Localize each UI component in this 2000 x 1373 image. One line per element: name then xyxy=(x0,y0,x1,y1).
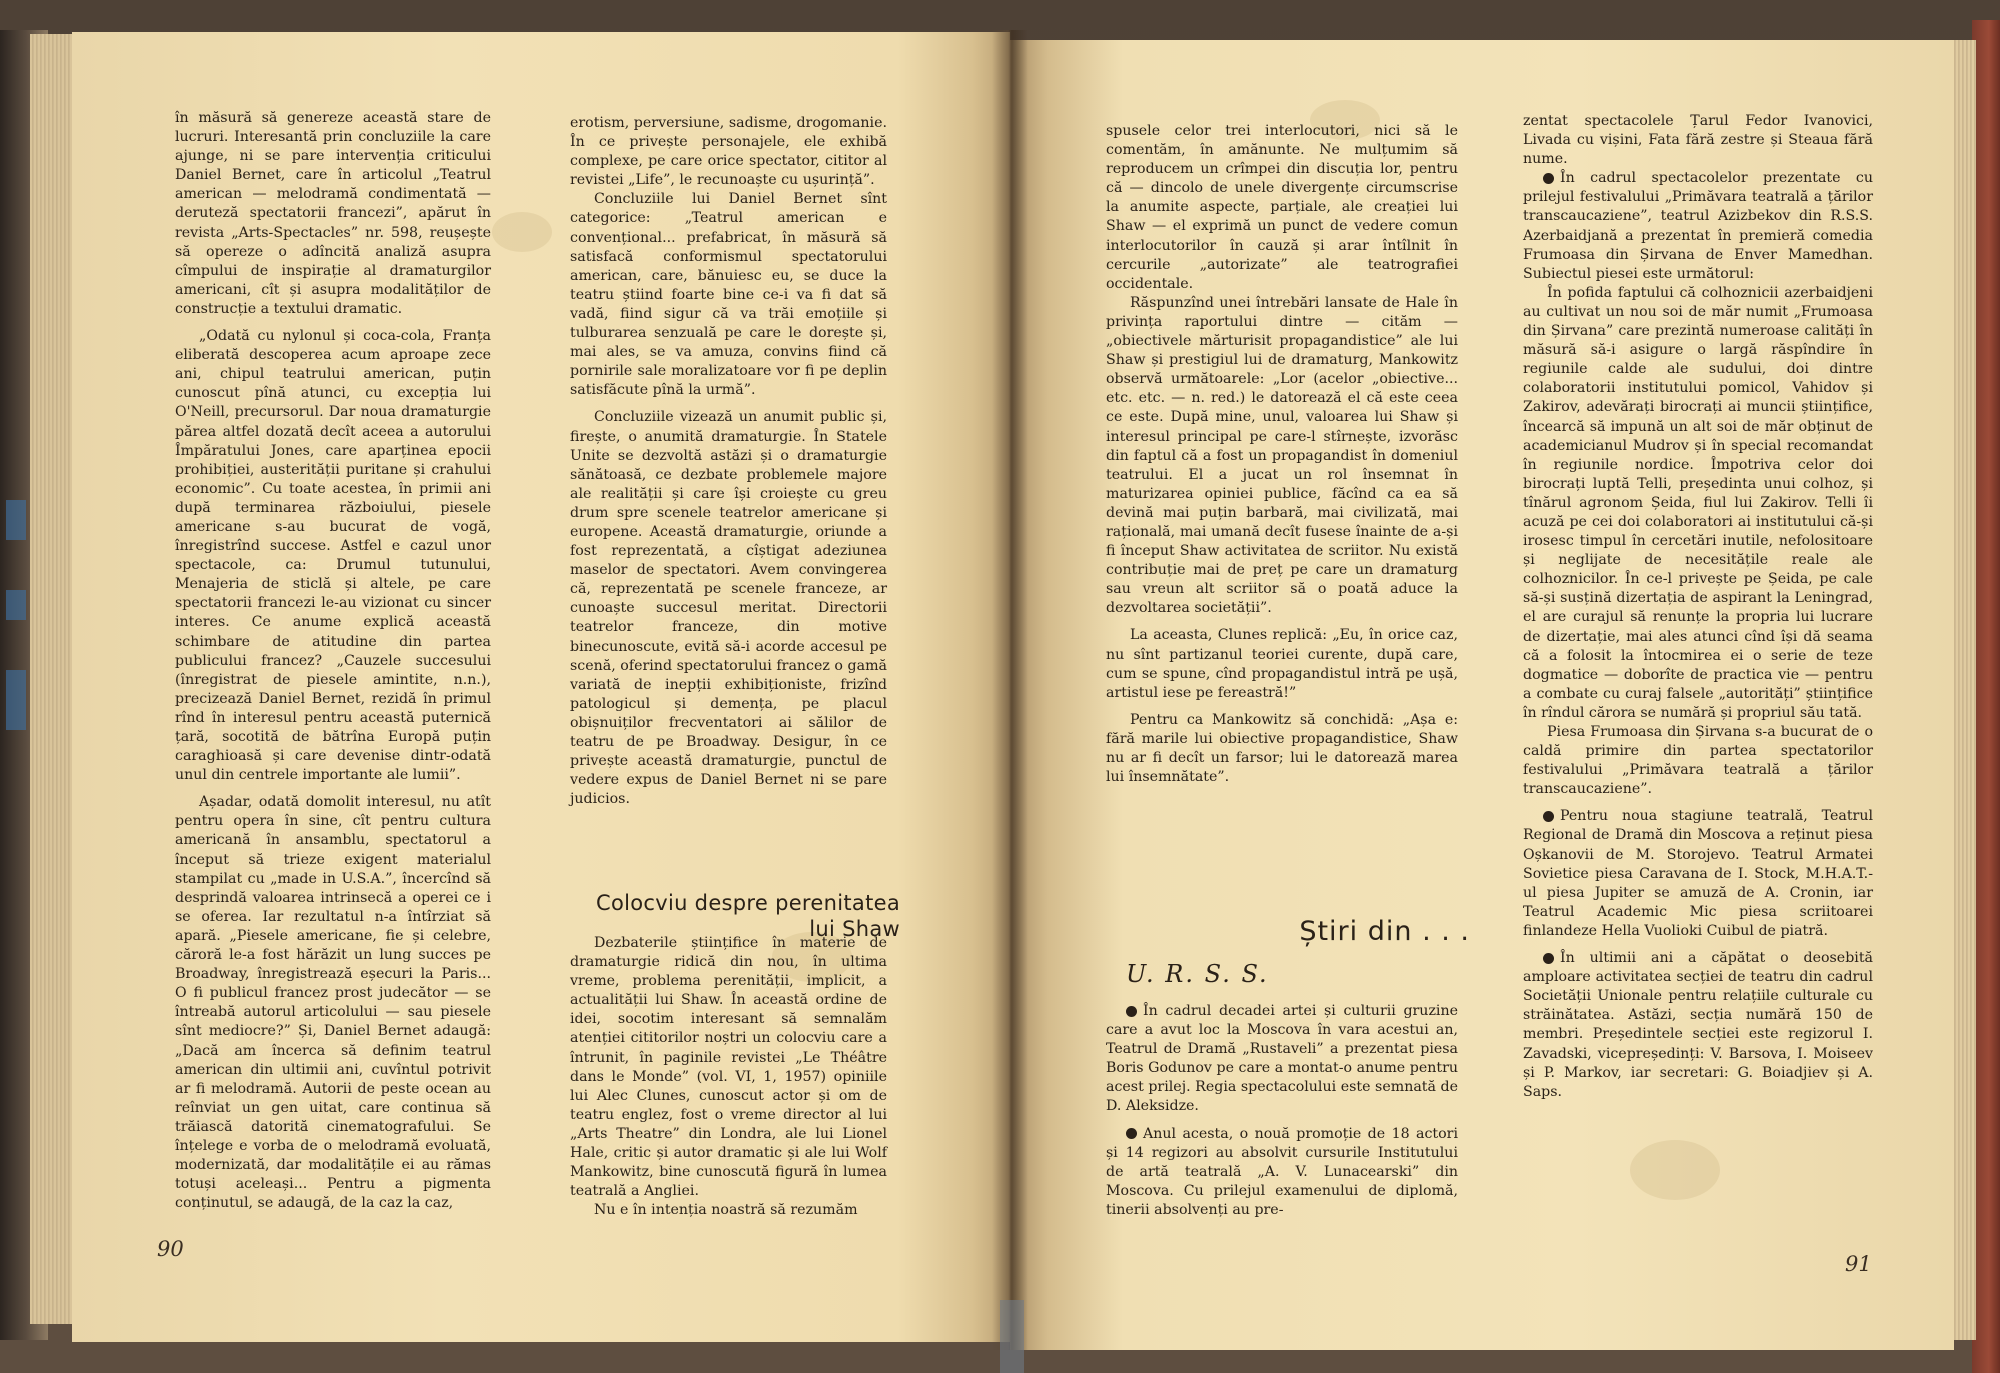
bullet-dot-icon xyxy=(1126,1006,1137,1017)
right-cover-edge xyxy=(1972,20,2000,1373)
paper-stain xyxy=(1630,1140,1720,1200)
right-column-2 xyxy=(1523,112,1873,1102)
news-item xyxy=(1523,949,1873,1102)
heading-line: lui Shaw xyxy=(809,917,900,941)
paragraph: În pofida faptului că colhoznicii azerbaidjeni au cultivat un nou soi de măr numit „Frumoasa din Șirvana” care prezintă numeroase calități în măsură să-i asigure o largă răspîndire în regiunile calde ale sudului, doi dintre colaboratorii institutului pomicol, Vahidov și Zakirov, adevărați birocrați ai muncii științifice, încearcă să impună un alt soi de măr obținut de academicianul Mudrov și în special recomandat în regiunile nordice. Împotriva celor doi birocrați luptă Telli, președinta unui colhoz, și tînărul agronom Șeida, fiul lui Zakirov. Telli îi acuză pe cei doi colaboratori ai institutului că-și irosesc timpul în cercetări inutile, nefolositoare și neglijate de necesitățile reale ale colhoznicilor. În ce-l privește pe Șeida, pe cale să-și susțină dizertația de aspirant la Leningrad, el are curajul să renunțe la propria lui lucrare de dizertație, mai ales atunci cînd își dă seama că a folosit la întocmirea ei o serie de teze dogmatice — doborîte de practica vie — pentru a combate cu curaj falsele „autorități” științifice în rîndul cărora se numără și propriul său tată. xyxy=(1523,284,1873,721)
bullet-dot-icon xyxy=(1126,1128,1137,1139)
paragraph: în măsură să genereze această stare de lucruri. Interesantă prin concluziile la care ajunge, ni se pare intervenția criticului Daniel Bernet, care în articolul „Teatrul american — melodramă condimentată — deruteză spectatorii francezi”, apărut în revista „Arts-Spectacles” nr. 598, reușește să opereze o adîncită analiză asupra cîmpului de inspirație al dramaturgilor americani, cît și asupra modalităților de construcție a textului dramatic. xyxy=(175,110,491,317)
news-item xyxy=(1106,1125,1458,1220)
left-column-1 xyxy=(175,109,491,1213)
page-number-right: 91 xyxy=(1845,1252,1872,1276)
right-column-1 xyxy=(1106,122,1458,787)
section-heading-stiri: Știri din . . . xyxy=(1299,916,1470,947)
paragraph: Piesa Frumoasa din Șirvana s-a bucurat de o caldă primire din partea spectatorilor festivalului „Primăvara teatrală a țărilor transcaucaziene”. xyxy=(1523,724,1873,798)
binding-cloth xyxy=(1000,1300,1024,1373)
news-text: Anul acesta, o nouă promoție de 18 actori și 14 regizori au absolvit cursurile Institutului de artă teatrală „A. V. Lunacearski” din Moscova. Cu prilejul examenului de diplomă, tinerii absolvenți au pre- xyxy=(1106,1125,1458,1218)
left-page xyxy=(72,32,1010,1342)
paragraph: Nu e în intenția noastră să rezumăm xyxy=(594,1202,858,1219)
paragraph: spusele celor trei interlocutori, nici să le comentăm, în amănunte. Ne mulțumim să reproducem un crîmpei din discuția lor, pentru că — dincolo de unele divergențe circumscrise la anumite aspecte, parțiale, ale creației lui Shaw — el exprimă un punct de vedere comun interlocutorilor în cauză și arar întîlnit în cercurile „autorizate” ale teatrografiei occidentale. xyxy=(1106,123,1458,292)
paragraph: zentat spectacolele Țarul Fedor Ivanovici, Livada cu vișini, Fata fără zestre și Steaua fără nume. xyxy=(1523,113,1873,168)
news-text: În ultimii ani a căpătat o deosebită amploare activitatea secției de teatru din cadrul Societății Unionale pentru relațiile culturale cu străinătatea. Astăzi, secția numără 150 de membri. Președintele secției este regizorul I. Zavadski, vicepreședinți: V. Barsova, I. Moiseev și P. Markov, iar secretari: G. Boiadjiev și A. Saps. xyxy=(1523,950,1873,1100)
paragraph: Concluziile lui Daniel Bernet sînt categorice: „Teatrul american e convențional... prefabricat, în măsură să satisfacă conformismul spectatorului american, care, bănuiesc eu, se duce la teatru știind foarte bine ce-i va fi dat să vadă, fiind sigur că va trăi emoțiile și tulburarea senzuală pe care le dorește și, mai ales, se va amuza, convins fiind că pornirile sale moralizatoare vor fi pe deplin satisfăcute pînă la urmă”. xyxy=(570,191,887,399)
paragraph: La aceasta, Clunes replică: „Eu, în orice caz, nu sînt partizanul teoriei curente, după care, cum se spune, cînd propagandistul intră pe ușă, artistul iese pe fereastră!” xyxy=(1106,627,1458,701)
news-text: În cadrul decadei artei și culturii gruzine care a avut loc la Moscova în vara acestui an, Teatrul de Dramă „Rustaveli” a prezentat piesa Boris Godunov pe care a montat-o anume pentru acest prilej. Regia spectacolului este semnată de D. Aleksidze. xyxy=(1106,1003,1458,1115)
paragraph: Dezbaterile științifice în materie de dramaturgie ridică din nou, în ultima vreme, problema perenității, implicit, a actualității lui Shaw. În această ordine de idei, socotim interesant să semnalăm atenției cititorilor noștri un colocviu care a întrunit, în paginile revistei „Le Théâtre dans le Monde” (vol. VI, 1, 1957) opiniile lui Alec Clunes, cunoscut actor și om de teatru englez, fost o vreme director al lui „Arts Theatre” din Londra, ale lui Lionel Hale, critic și autor dramatic și ale lui Wolf Mankowitz, bine cunoscută figură în lumea teatrală a Angliei. xyxy=(570,935,887,1200)
bullet-dot-icon xyxy=(1543,173,1554,184)
heading-line: Colocviu despre perenitatea xyxy=(596,891,900,915)
news-text: În cadrul spectacolelor prezentate cu prilejul festivalului „Primăvara teatrală a țărilor transcaucaziene”, teatrul Azizbekov din R.S.S. Azerbaidjană a prezentat în premieră comedia Frumoasa din Șirvana de Enver Mamedhan. Subiectul piesei este următorul: xyxy=(1523,170,1873,282)
paragraph: „Odată cu nylonul și coca-cola, Franța eliberată descoperea acum aproape zece ani, chipul teatrului american, puțin cunoscut pînă atunci, cu excepția lui O'Neill, precursorul. Dar noua dramaturgie părea altfel dozată decît aceea a autorului Împăratului Jones, care aparținea epocii prohibiției, austerității puritane și crahului economic”. Cu toate acestea, în primii ani după terminarea războiului, piesele americane s-au bucurat de vogă, înregistrînd succese. Astfel e cazul unor spectacole, ca: Drumul tutunului, Menajeria de sticlă și altele, pe care spectatorii francezi le-au vizionat cu sincer interes. Ce anume explică această schimbare de atitudine din partea publicului francez? „Cauzele succesului (înregistrat de piesele amintite, n.n.), precizează Daniel Bernet, rezidă în primul rînd în interesul pentru această puternică țară, socotită de bătrîna Europă puțin caraghioasă și care devenise dintr-odată unul din centrele importante ale lumii”. xyxy=(175,328,491,784)
bullet-dot-icon xyxy=(1543,811,1554,822)
spine-label-strip xyxy=(6,670,26,730)
paragraph: Răspunzînd unei întrebări lansate de Hale în privința raportului dintre — cităm — „obiectivele mărturisit propagandistice” ale lui Shaw și prestigiul lui de dramaturg, Mankowitz observă următoarele: „Lor (acelor „obiective... etc. etc. — n. red.) le datorează el că este ceea ce este. După mine, unul, valoarea lui Shaw și interesul principal pe care-l stîrnește, izvorăsc din faptul că a fost un propagandist în domeniul teatrului. El a jucat un rol însemnat în maturizarea opiniei publice, făcînd ca ea să devină mai puțin barbară, mai civilizată, mai rațională, mai umană decît fusese înainte de a-și fi început Shaw activitatea de scriitor. Nu există contribuție mai de preț pe care un dramaturg sau vreun alt scriitor să o poată aduce la dezvoltarea societății”. xyxy=(1106,294,1458,617)
news-item xyxy=(1523,807,1873,941)
paragraph: erotism, perversiune, sadisme, drogomanie. În ce privește personajele, ele exhibă complexe, pe care orice spectator, cititor al revistei „Life”, le recunoaște cu ușurință”. xyxy=(570,115,887,189)
left-column-2-continued xyxy=(570,934,887,1220)
paper-stain xyxy=(492,212,552,252)
bullet-dot-icon xyxy=(1543,953,1554,964)
news-item xyxy=(1106,1002,1458,1117)
book-gutter-shadow xyxy=(992,30,1028,1350)
paragraph: Așadar, odată domolit interesul, nu atît pentru opera în sine, cît pentru cultura americană în ansamblu, spectatorul a început să trieze exigent materialul stampilat cu „made in U.S.A.”, încercînd să desprindă valoarea intrinsecă a operei ce i se oferea. Iar rezultatul n-a întîrziat să apară. „Piesele americane, fie și celebre, căroră le-a fost hărăzit un lung succes pe Broadway, înregistrează eșecuri la Paris... O fi publicul francez prost judecător — se întreabă autorul articolului — sau piesele sînt mediocre?” Și, Daniel Bernet adaugă: „Dacă am încerca să definim teatrul american din ultimii ani, cuvîntul potrivit ar fi melodramă. Autorii de peste ocean au reînviat un gen uitat, care continua să trăiască datorită cinematografului. Se înțelege e vorba de o melodramă evoluată, modernizată, dar modalitățile ei au rămas totuși aceleași... Pentru a pigmenta conținutul, se adaugă, de la caz la caz, xyxy=(175,794,491,1212)
subsection-heading-urss: U. R. S. S. xyxy=(1126,960,1269,988)
right-column-1-continued xyxy=(1106,1002,1458,1220)
left-column-2 xyxy=(570,114,887,809)
spine-label-strip xyxy=(6,500,26,540)
paragraph: Concluziile vizează un anumit public și, firește, o anumită dramaturgie. În Statele Unite se dezvoltă astăzi și o dramaturgie sănătoasă, ce dezbate problemele majore ale realității și care își croiește cu greu drum spre scenele teatrelor americane și europene. Această dramaturgie, oriunde a fost reprezentată, a cîștigat adeziunea maselor de spectatori. Avem convingerea că, reprezentată pe scenele franceze, ar cunoaște succesul meritat. Directorii teatrelor franceze, din motive binecunoscute, evită să-i acorde accesul pe scenă, oferind spectatorului francez o gamă variată de inepții exhibiționiste, frizînd patologicul și demența, pe placul obișnuiților frecventatori ai sălilor de teatru de pe Broadway. Desigur, în ce privește această dramaturgie, punctul de vedere expus de Daniel Bernet ni se pare judicios. xyxy=(570,409,887,808)
news-item xyxy=(1523,169,1873,284)
paragraph: Pentru ca Mankowitz să conchidă: „Așa e: fără marile lui obiective propagandistice, Shaw nu ar fi decît un farsor; lui le datorează marea lui însemnătate”. xyxy=(1106,711,1458,786)
news-text: Pentru noua stagiune teatrală, Teatrul Regional de Dramă din Moscova a reținut piesa Oșkanovii de M. Storojevo. Teatrul Armatei Sovietice piesa Caravana de I. Stock, M.H.A.T.-ul piesa Jupiter se amuză de A. Cronin, iar Teatrul Academic Mic piesa scriitoarei finlandeze Hella Vuolioki Cuibul de piatră. xyxy=(1523,808,1873,939)
page-number-left: 90 xyxy=(157,1237,184,1261)
spine-label-strip xyxy=(6,590,26,620)
right-page xyxy=(1010,40,1954,1350)
